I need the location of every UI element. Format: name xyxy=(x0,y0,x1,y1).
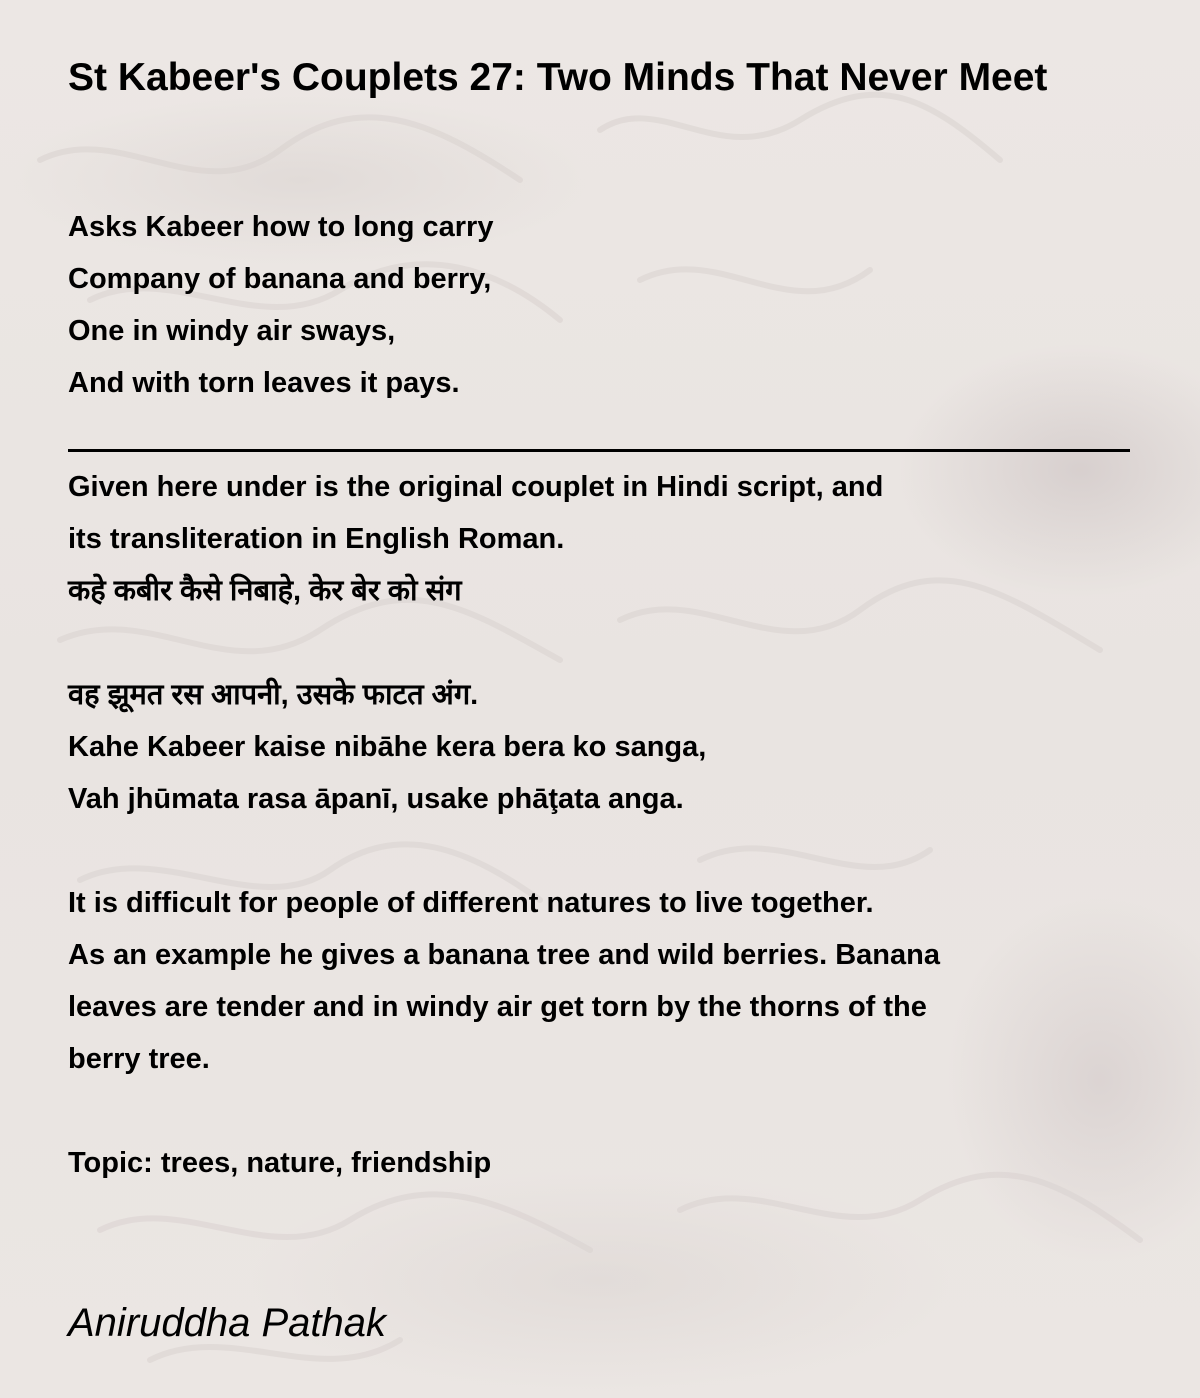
verse-line: One in windy air sways, xyxy=(68,315,396,347)
hindi-line: कहे कबीर कैसे निबाहे, केर बेर को संग xyxy=(68,575,462,607)
explanation-line: berry tree. xyxy=(68,1043,210,1075)
verse-line: Asks Kabeer how to long carry xyxy=(68,211,494,243)
blank-line xyxy=(68,825,1138,877)
hindi-line: वह झूमत रस आपनी, उसके फाटत अंग. xyxy=(68,679,479,711)
verse-line: Company of banana and berry, xyxy=(68,263,492,295)
poem-title: St Kabeer's Couplets 27: Two Minds That Never Meet xyxy=(68,56,1048,99)
explanation-line: leaves are tender and in windy air get torn by the thorns of the xyxy=(68,991,927,1023)
author-name: Aniruddha Pathak xyxy=(68,1301,387,1345)
poem-notes xyxy=(68,461,1138,1189)
explanation-line: As an example he gives a banana tree and wild berries. Banana xyxy=(68,939,940,971)
verse-line: And with torn leaves it pays. xyxy=(68,367,460,399)
roman-line: Kahe Kabeer kaise nibāhe kera bera ko sanga, xyxy=(68,731,707,763)
blank-line xyxy=(68,1085,1138,1137)
topic-line: Topic: trees, nature, friendship xyxy=(68,1147,492,1179)
blank-line xyxy=(68,617,1138,669)
intro-line: Given here under is the original couplet in Hindi script, and xyxy=(68,471,884,503)
poem-verse xyxy=(68,201,1138,409)
roman-line: Vah jhūmata rasa āpanī, usake phāţata anga. xyxy=(68,783,684,815)
intro-line: its transliteration in English Roman. xyxy=(68,523,565,555)
section-divider xyxy=(68,449,1130,452)
explanation-line: It is difficult for people of different natures to live together. xyxy=(68,887,874,919)
